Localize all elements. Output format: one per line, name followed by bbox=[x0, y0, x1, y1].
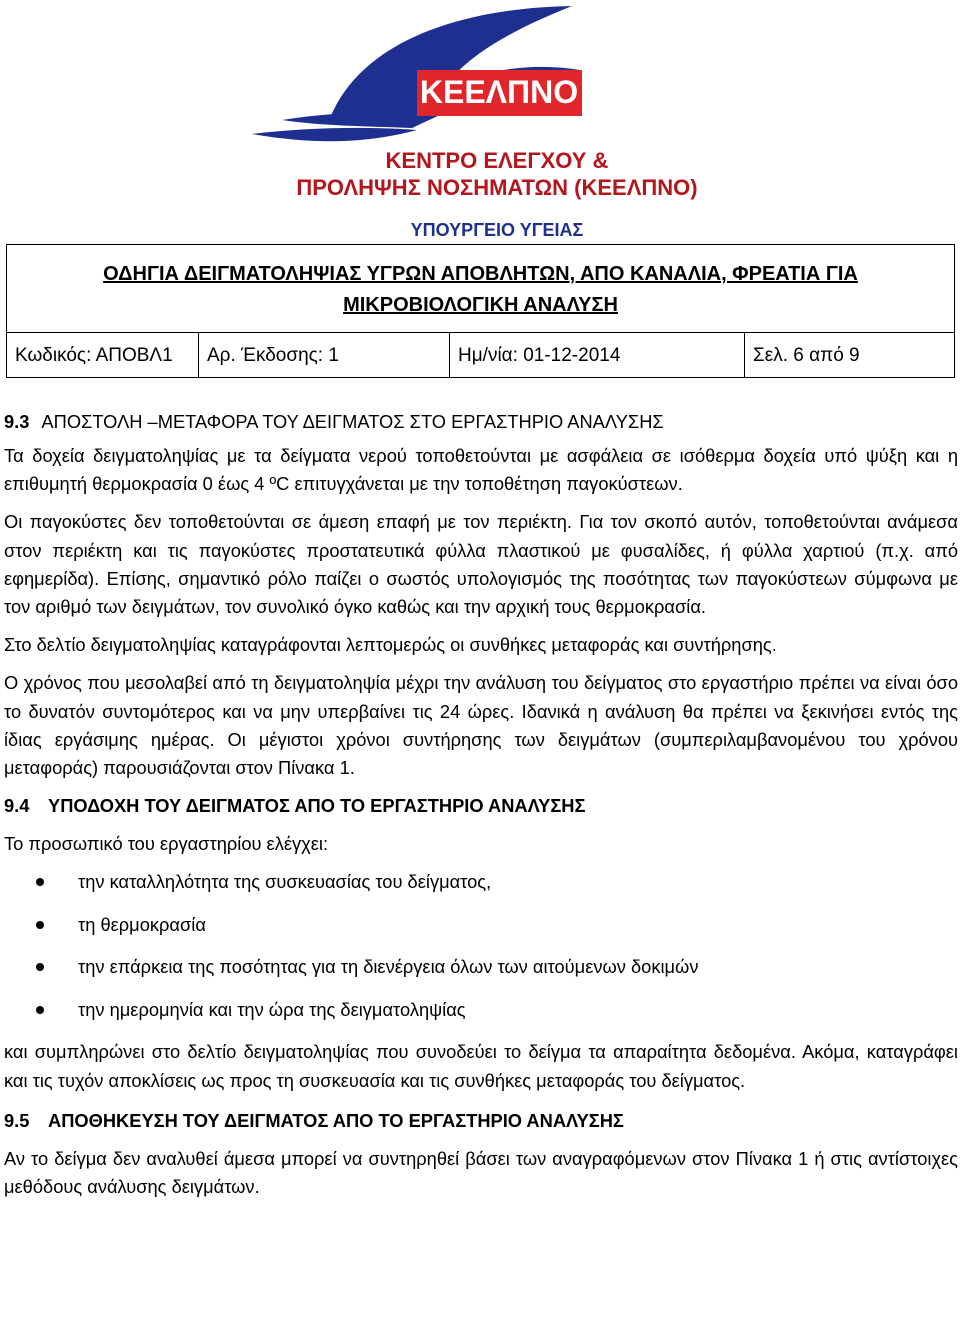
svg-text:ΥΠΟΥΡΓΕΙΟ ΥΓΕΙΑΣ: ΥΠΟΥΡΓΕΙΟ ΥΓΕΙΑΣ bbox=[410, 220, 584, 240]
checklist bbox=[4, 868, 958, 1038]
paragraph: Ο χρόνος που μεσολαβεί από τη δειγματοληψία μέχρι την ανάλυση του δείγματος στο εργαστήριο πρέπει να είναι όσο το δυνατόν συντομότερος και να μην υπερβαίνει τις 24 ώρες. Ιδανικά η ανάλυση θα πρέπει να ξεκινήσει εντός της ίδιας εργάσιμης ημέρας. Οι μέγιστοι χρόνοι συντήρησης των δειγμάτων (συμπεριλαμβανομένου του χρόνου μεταφοράς) παρουσιάζονται στον Πίνακα 1. bbox=[4, 672, 958, 779]
svg-text:ΚΕΝΤΡΟ ΕΛΕΓΧΟΥ &: ΚΕΝΤΡΟ ΕΛΕΓΧΟΥ & bbox=[385, 148, 609, 173]
bullet-icon bbox=[36, 878, 44, 886]
paragraph: και συμπληρώνει στο δελτίο δειγματοληψίας που συνοδεύει το δείγμα τα απαραίτητα δεδομένα. Ακόμα, καταγράφει και τις τυχόν αποκλίσεις ως προς τη συσκευασία και τις συνθήκες μεταφοράς του δείγματος. bbox=[4, 1041, 958, 1091]
document-header-table bbox=[6, 244, 955, 378]
title-line-1: ΟΔΗΓΙΑ ΔΕΙΓΜΑΤΟΛΗΨΙΑΣ ΥΓΡΩΝ ΑΠΟΒΛΗΤΩΝ, ΑΠΟ ΚΑΝΑΛΙΑ, ΦΡΕΑΤΙΑ ΓΙΑ bbox=[103, 262, 858, 285]
section-title: ΑΠΟΘΗΚΕΥΣΗ ΤΟΥ ΔΕΙΓΜΑΤΟΣ ΑΠΟ ΤΟ ΕΡΓΑΣΤΗΡΙΟ ΑΝΑΛΥΣΗΣ bbox=[48, 1109, 624, 1131]
svg-text:ΠΡΟΛΗΨΗΣ ΝΟΣΗΜΑΤΩΝ (ΚΕΕΛΠΝΟ): ΠΡΟΛΗΨΗΣ ΝΟΣΗΜΑΤΩΝ (ΚΕΕΛΠΝΟ) bbox=[296, 175, 698, 200]
title-line-2: ΜΙΚΡΟΒΙΟΛΟΓΙΚΗ ΑΝΑΛΥΣΗ bbox=[343, 293, 618, 316]
bullet-icon bbox=[36, 963, 44, 971]
paragraph: Στο δελτίο δειγματοληψίας καταγράφονται λεπτομερώς οι συνθήκες μεταφοράς και συντήρησης. bbox=[4, 634, 777, 656]
paragraph: Οι παγοκύστες δεν τοποθετούνται σε άμεση επαφή με τον περιέκτη. Για τον σκοπό αυτόν, τοποθετούνται ανάμεσα στον περιέκτη και τις παγοκύστες προστατευτικά φύλλα πλαστικού με φυσαλίδες, ή φύλλα χαρτιού (π.χ. από εφημερίδα). Επίσης, σημαντικό ρόλο παίζει ο σωστός υπολογισμός της ποσότητας των παγοκύστεων σύμφωνα με τον αριθμό των δειγμάτων, τον συνολικό όγκο καθώς και την αρχική τους θερμοκρασία. bbox=[4, 511, 958, 618]
list-item: την καταλληλότητα της συσκευασίας του δείγματος, bbox=[4, 868, 958, 911]
document-body bbox=[4, 408, 958, 1201]
document-title bbox=[7, 245, 954, 333]
paragraph: Το προσωπικό του εργαστηρίου ελέγχει: bbox=[4, 833, 329, 855]
svg-text:ΚΕΕΛΠΝΟ: ΚΕΕΛΠΝΟ bbox=[419, 74, 579, 110]
section-number: 9.4 bbox=[4, 795, 30, 817]
list-item: τη θερμοκρασία bbox=[4, 911, 958, 954]
document-date: Ημ/νία: 01-12-2014 bbox=[450, 333, 745, 378]
section-title: ΥΠΟΔΟΧΗ ΤΟΥ ΔΕΙΓΜΑΤΟΣ ΑΠΟ ΤΟ ΕΡΓΑΣΤΗΡΙΟ ΑΝΑΛΥΣΗΣ bbox=[48, 795, 586, 817]
page-number: Σελ. 6 από 9 bbox=[753, 344, 860, 366]
document-code: Κωδικός: ΑΠΟΒΛ1 bbox=[7, 333, 199, 378]
paragraph: Αν το δείγμα δεν αναλυθεί άμεσα μπορεί να συντηρηθεί βάσει των αναγραφόμενων στον Πίνακα 1 ή στις αντίστοιχες μεθόδους ανάλυσης δειγμάτων. bbox=[4, 1147, 958, 1198]
dove-logo-graphic bbox=[212, 0, 748, 242]
document-meta-row bbox=[7, 333, 954, 378]
section-heading-9-3 bbox=[4, 408, 958, 436]
section-heading-9-5 bbox=[4, 1107, 958, 1135]
section-title: ΑΠΟΣΤΟΛΗ –ΜΕΤΑΦΟΡΑ ΤΟΥ ΔΕΙΓΜΑΤΟΣ ΣΤΟ ΕΡΓΑΣΤΗΡΙΟ ΑΝΑΛΥΣΗΣ bbox=[41, 411, 664, 432]
bullet-icon bbox=[36, 1006, 44, 1014]
list-item: την ημερομηνία και την ώρα της δειγματοληψίας bbox=[4, 996, 958, 1039]
bullet-icon bbox=[36, 921, 44, 929]
list-item: την επάρκεια της ποσότητας για τη διενέργεια όλων των αιτούμενων δοκιμών bbox=[4, 953, 958, 996]
section-heading-9-4 bbox=[4, 792, 958, 820]
document-version: Αρ. Έκδοσης: 1 bbox=[199, 333, 450, 378]
paragraph: Τα δοχεία δειγματοληψίας με τα δείγματα νερού τοποθετούνται με ασφάλεια σε ισόθερμα δοχεία υπό ψύξη και η επιθυμητή θερμοκρασία 0 έως 4 ºC επιτυγχάνεται με την τοποθέτηση παγοκύστεων. bbox=[4, 445, 958, 495]
section-number: 9.3 bbox=[4, 411, 30, 432]
keelpno-logo bbox=[212, 0, 748, 242]
section-number: 9.5 bbox=[4, 1109, 30, 1131]
